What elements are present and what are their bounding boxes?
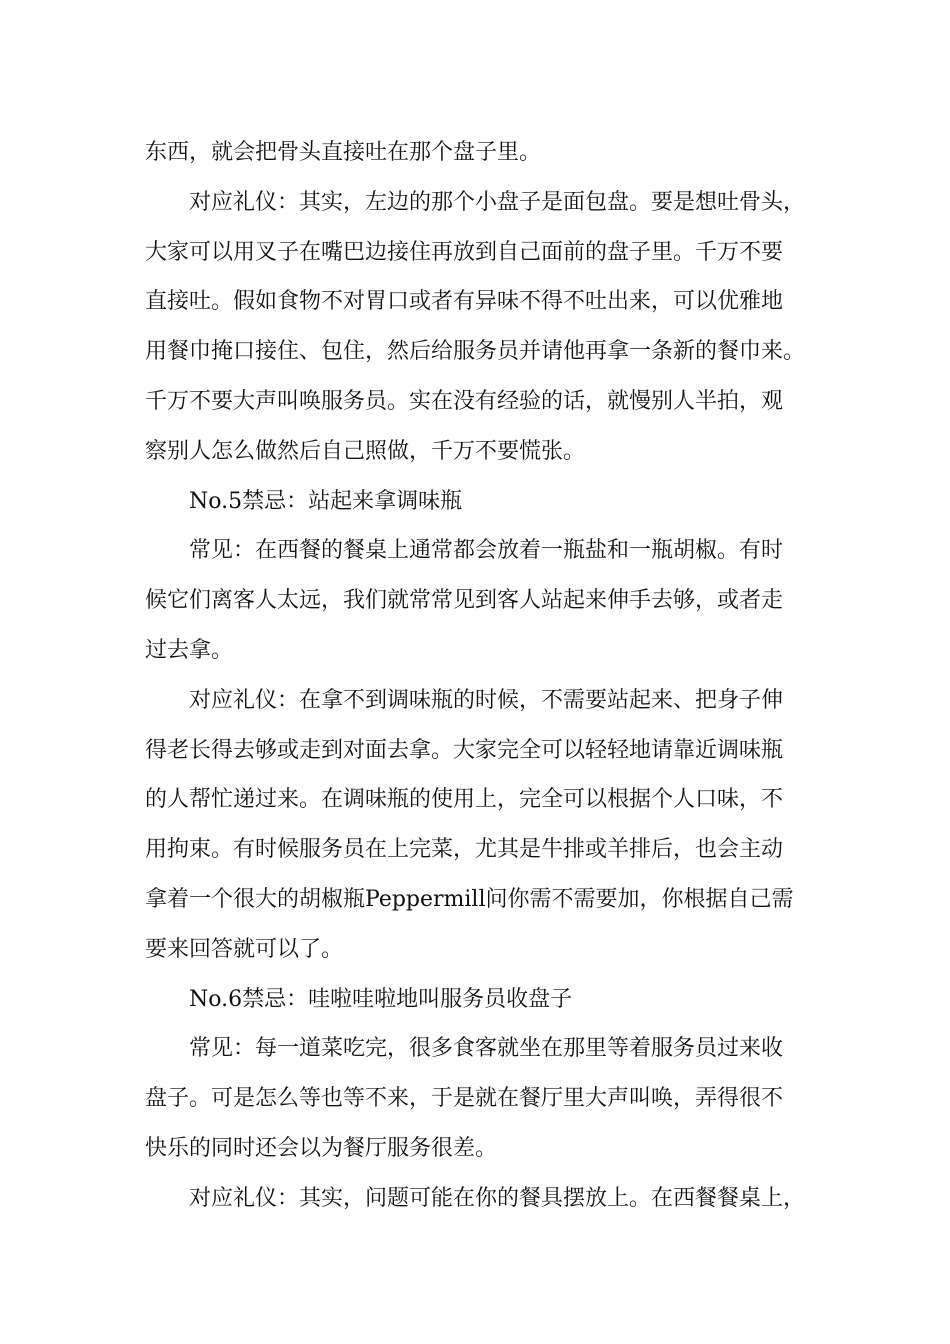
text-line: 对应礼仪：其实，左边的那个小盘子是面包盘。要是想吐骨头， [189, 189, 806, 215]
text-line: 候它们离客人太远，我们就常常见到客人站起来伸手去够，或者走 [145, 588, 784, 614]
text-line: 千万不要大声叫唤服务员。实在没有经验的话，就慢别人半拍，观 [145, 388, 784, 414]
text-line: No.5禁忌：站起来拿调味瓶 [189, 488, 463, 514]
text-line: 盘子。可是怎么等也等不来，于是就在餐厅里大声叫唤，弄得很不 [145, 1086, 784, 1112]
text-line: 察别人怎么做然后自己照做，千万不要慌张。 [145, 438, 586, 464]
text-line: 直接吐。假如食物不对胃口或者有异味不得不吐出来，可以优雅地 [145, 289, 784, 315]
text-line: 拿着一个很大的胡椒瓶Peppermill问你需不需要加，你根据自己需 [145, 886, 794, 912]
text-line: 的人帮忙递过来。在调味瓶的使用上，完全可以根据个人口味，不 [145, 787, 784, 813]
text-line: 对应礼仪：在拿不到调味瓶的时候，不需要站起来、把身子伸 [189, 687, 784, 713]
body-text [145, 128, 825, 1224]
text-line: 大家可以用叉子在嘴巴边接住再放到自己面前的盘子里。千万不要 [145, 239, 784, 265]
text-line: 过去拿。 [145, 637, 234, 663]
text-line: 得老长得去够或走到对面去拿。大家完全可以轻轻地请靠近调味瓶 [145, 737, 784, 763]
text-line: 常见：每一道菜吃完，很多食客就坐在那里等着服务员过来收 [189, 1036, 784, 1062]
text-line: 要来回答就可以了。 [145, 936, 344, 962]
text-line: 东西，就会把骨头直接吐在那个盘子里。 [145, 140, 542, 165]
text-line: No.6禁忌：哇啦哇啦地叫服务员收盘子 [189, 986, 573, 1012]
text-line: 常见：在西餐的餐桌上通常都会放着一瓶盐和一瓶胡椒。有时 [189, 538, 784, 564]
text-line: 用拘束。有时候服务员在上完菜，尤其是牛排或羊排后，也会主动 [145, 837, 784, 863]
text-line: 对应礼仪：其实，问题可能在你的餐具摆放上。在西餐餐桌上， [189, 1185, 806, 1211]
text-line: 用餐巾掩口接住、包住，然后给服务员并请他再拿一条新的餐巾来。 [145, 339, 806, 365]
text-line: 快乐的同时还会以为餐厅服务很差。 [145, 1135, 498, 1161]
